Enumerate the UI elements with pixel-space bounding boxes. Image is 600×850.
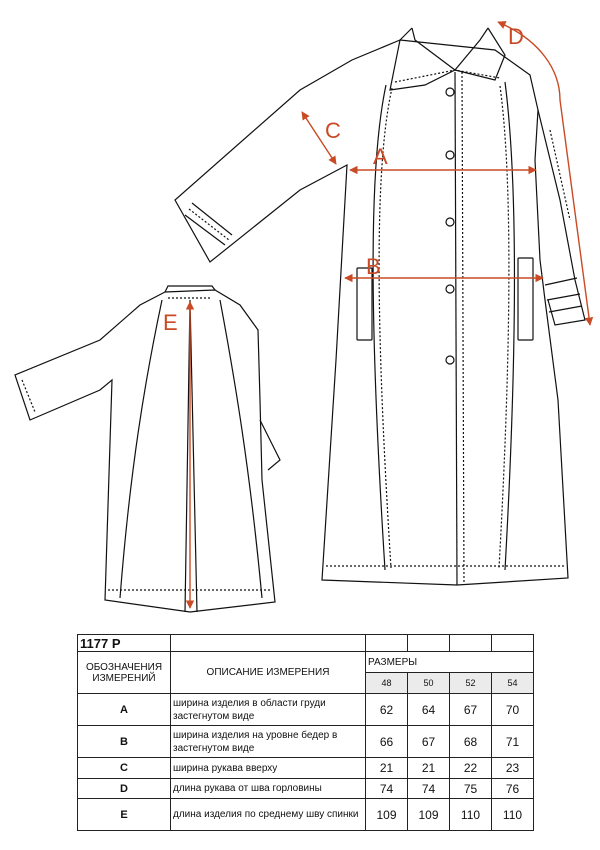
row-value: 109 <box>408 799 450 831</box>
row-value: 68 <box>450 726 492 758</box>
size-50: 50 <box>408 673 450 694</box>
size-48: 48 <box>366 673 408 694</box>
row-value: 21 <box>366 758 408 779</box>
row-value: 67 <box>408 726 450 758</box>
row-value: 66 <box>366 726 408 758</box>
row-value: 74 <box>408 779 450 799</box>
table-row <box>78 694 534 726</box>
table-row <box>78 726 534 758</box>
row-value: 21 <box>408 758 450 779</box>
row-value: 23 <box>492 758 534 779</box>
row-code: E <box>78 799 171 831</box>
row-value: 76 <box>492 779 534 799</box>
front-buttons <box>446 88 454 364</box>
row-value: 110 <box>450 799 492 831</box>
row-value: 74 <box>366 779 408 799</box>
size-52: 52 <box>450 673 492 694</box>
row-description: ширина изделия в области груди застегнутом виде <box>171 694 366 726</box>
row-value: 109 <box>366 799 408 831</box>
row-description: ширина рукава вверху <box>171 758 366 779</box>
measurement-table <box>77 634 534 831</box>
row-description: длина рукава от шва горловины <box>171 779 366 799</box>
header-sizes: РАЗМЕРЫ <box>366 652 534 673</box>
header-description: ОПИСАНИЕ ИЗМЕРЕНИЯ <box>171 652 366 694</box>
label-e: E <box>163 310 178 335</box>
row-value: 110 <box>492 799 534 831</box>
table-row <box>78 758 534 779</box>
row-code: C <box>78 758 171 779</box>
label-a: A <box>373 144 388 169</box>
row-value: 67 <box>450 694 492 726</box>
table-row <box>78 799 534 831</box>
measurement-arrows <box>190 22 590 608</box>
row-description: ширина изделия на уровне бедер в застегнутом виде <box>171 726 366 758</box>
header-codes: ОБОЗНАЧЕНИЯ ИЗМЕРЕНИЙ <box>78 652 171 694</box>
label-b: B <box>366 254 381 279</box>
row-value: 70 <box>492 694 534 726</box>
row-value: 62 <box>366 694 408 726</box>
label-d: D <box>508 24 524 49</box>
row-description: длина изделия по среднему шву спинки <box>171 799 366 831</box>
row-value: 22 <box>450 758 492 779</box>
row-value: 71 <box>492 726 534 758</box>
row-value: 75 <box>450 779 492 799</box>
row-code: A <box>78 694 171 726</box>
model-number: 1177 Р <box>78 635 171 652</box>
size-54: 54 <box>492 673 534 694</box>
table-row <box>78 779 534 799</box>
row-code: D <box>78 779 171 799</box>
row-value: 64 <box>408 694 450 726</box>
coat-front-view <box>175 24 585 585</box>
row-code: B <box>78 726 171 758</box>
coat-back-view <box>15 286 280 612</box>
label-c: C <box>325 118 341 143</box>
